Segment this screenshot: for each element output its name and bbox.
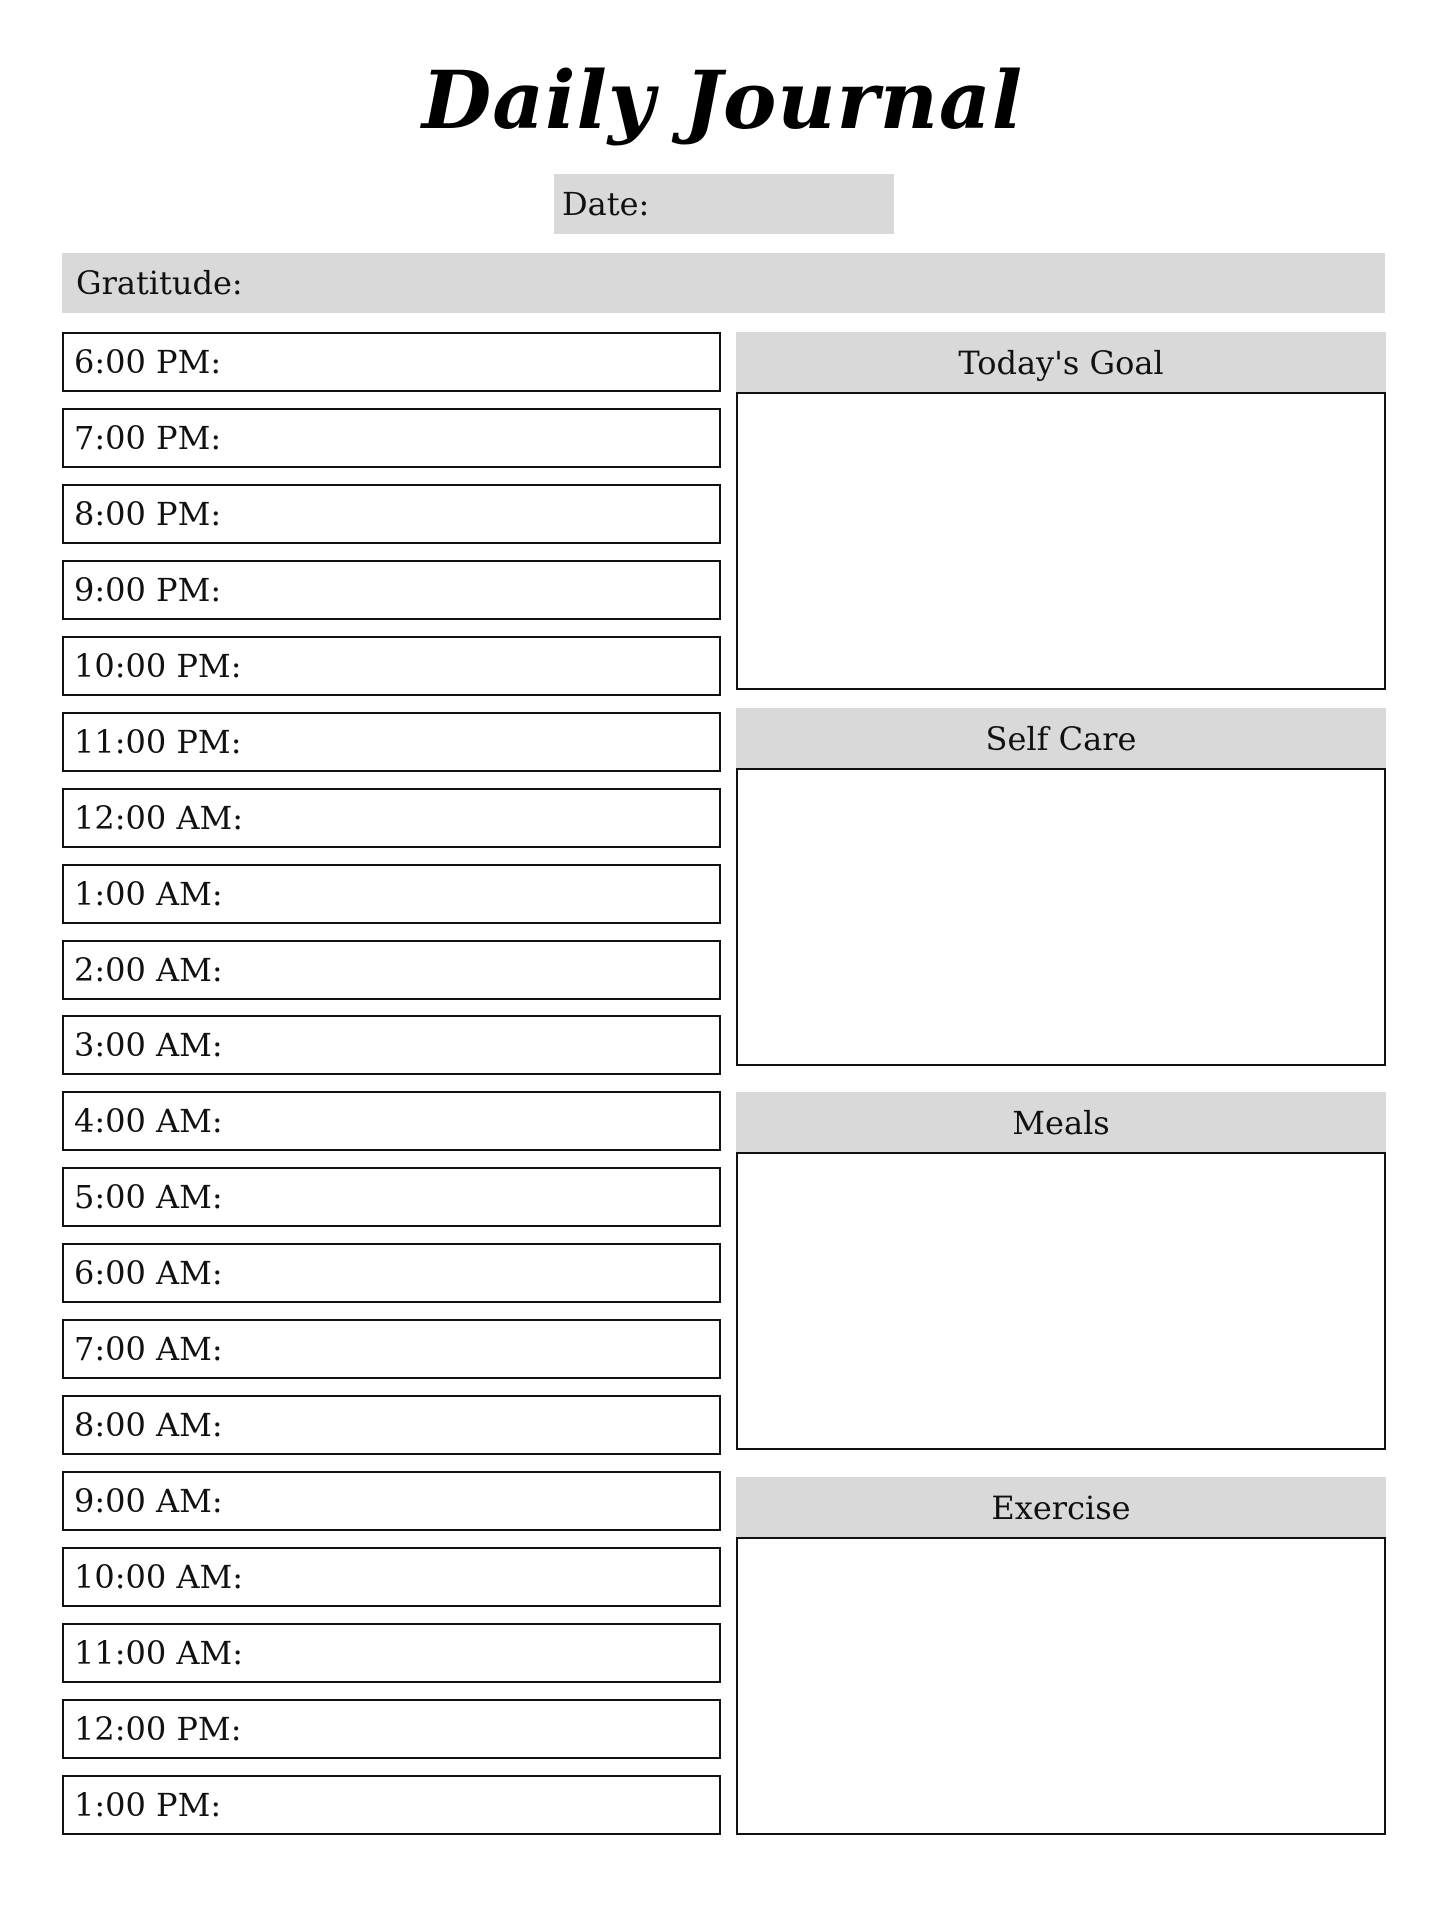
self-care-header: Self Care	[736, 708, 1386, 768]
time-slot-7am[interactable]: 7:00 AM:	[62, 1319, 721, 1379]
hourly-schedule	[62, 332, 721, 1851]
time-slot-10pm[interactable]: 10:00 PM:	[62, 636, 721, 696]
time-slot-4am[interactable]: 4:00 AM:	[62, 1091, 721, 1151]
time-slot-8pm[interactable]: 8:00 PM:	[62, 484, 721, 544]
date-label: Date:	[562, 185, 650, 223]
time-slot-1am[interactable]: 1:00 AM:	[62, 864, 721, 924]
time-slot-9am[interactable]: 9:00 AM:	[62, 1471, 721, 1531]
time-slot-6am[interactable]: 6:00 AM:	[62, 1243, 721, 1303]
time-slot-2am[interactable]: 2:00 AM:	[62, 940, 721, 1000]
exercise-header: Exercise	[736, 1477, 1386, 1537]
meals-section	[736, 1092, 1386, 1450]
time-slot-5am[interactable]: 5:00 AM:	[62, 1167, 721, 1227]
time-slot-12am[interactable]: 12:00 AM:	[62, 788, 721, 848]
meals-box[interactable]	[736, 1152, 1386, 1450]
todays-goal-header: Today's Goal	[736, 332, 1386, 392]
time-slot-12pm[interactable]: 12:00 PM:	[62, 1699, 721, 1759]
self-care-box[interactable]	[736, 768, 1386, 1066]
self-care-section	[736, 708, 1386, 1066]
meals-header: Meals	[736, 1092, 1386, 1152]
time-slot-11pm[interactable]: 11:00 PM:	[62, 712, 721, 772]
date-field[interactable]	[554, 174, 894, 234]
todays-goal-box[interactable]	[736, 392, 1386, 690]
time-slot-7pm[interactable]: 7:00 PM:	[62, 408, 721, 468]
todays-goal-section	[736, 332, 1386, 690]
time-slot-11am[interactable]: 11:00 AM:	[62, 1623, 721, 1683]
exercise-box[interactable]	[736, 1537, 1386, 1835]
time-slot-10am[interactable]: 10:00 AM:	[62, 1547, 721, 1607]
time-slot-8am[interactable]: 8:00 AM:	[62, 1395, 721, 1455]
gratitude-field[interactable]	[62, 253, 1385, 313]
exercise-section	[736, 1477, 1386, 1835]
time-slot-3am[interactable]: 3:00 AM:	[62, 1015, 721, 1075]
time-slot-1pm[interactable]: 1:00 PM:	[62, 1775, 721, 1835]
time-slot-6pm[interactable]: 6:00 PM:	[62, 332, 721, 392]
gratitude-label: Gratitude:	[76, 264, 243, 302]
time-slot-9pm[interactable]: 9:00 PM:	[62, 560, 721, 620]
page-title: Daily Journal	[421, 53, 1024, 147]
